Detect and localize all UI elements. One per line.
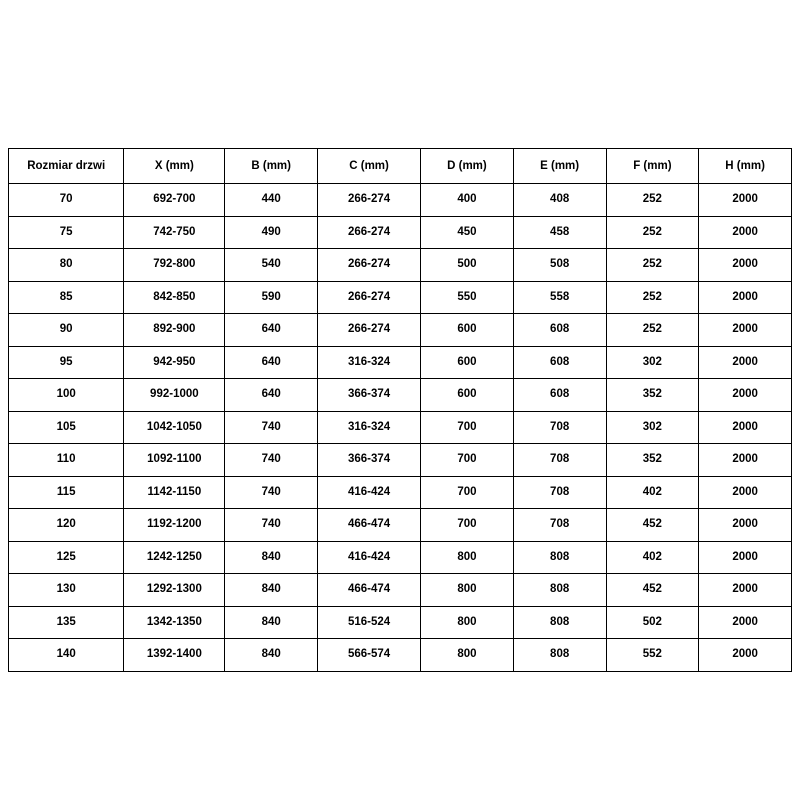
cell-e: 708: [513, 411, 606, 444]
cell-d: 800: [421, 574, 514, 607]
column-header-rozmiar-drzwi: Rozmiar drzwi: [9, 149, 124, 184]
cell-b: 440: [225, 184, 318, 217]
cell-b: 640: [225, 379, 318, 412]
table-row: [9, 379, 792, 412]
cell-b: 740: [225, 411, 318, 444]
cell-rozmiar: 130: [9, 574, 124, 607]
cell-c: 316-324: [318, 346, 421, 379]
cell-d: 800: [421, 541, 514, 574]
cell-e: 808: [513, 541, 606, 574]
cell-d: 800: [421, 606, 514, 639]
cell-rozmiar: 75: [9, 216, 124, 249]
cell-e: 608: [513, 379, 606, 412]
cell-f: 302: [606, 411, 699, 444]
column-header-c: C (mm): [318, 149, 421, 184]
table-row: [9, 639, 792, 672]
cell-x: 1092-1100: [124, 444, 225, 477]
table-row: [9, 249, 792, 282]
cell-h: 2000: [699, 541, 792, 574]
cell-f: 252: [606, 314, 699, 347]
cell-c: 316-324: [318, 411, 421, 444]
cell-rozmiar: 105: [9, 411, 124, 444]
cell-e: 458: [513, 216, 606, 249]
table-header: [9, 149, 792, 184]
cell-x: 742-750: [124, 216, 225, 249]
column-header-h: H (mm): [699, 149, 792, 184]
cell-d: 800: [421, 639, 514, 672]
cell-f: 252: [606, 281, 699, 314]
table-row: [9, 476, 792, 509]
cell-c: 466-474: [318, 574, 421, 607]
cell-c: 266-274: [318, 281, 421, 314]
spec-table-container: [8, 148, 792, 672]
column-header-x: X (mm): [124, 149, 225, 184]
cell-d: 600: [421, 314, 514, 347]
table-header-row: [9, 149, 792, 184]
cell-x: 1142-1150: [124, 476, 225, 509]
cell-x: 892-900: [124, 314, 225, 347]
cell-e: 408: [513, 184, 606, 217]
cell-x: 992-1000: [124, 379, 225, 412]
cell-b: 740: [225, 444, 318, 477]
cell-d: 700: [421, 411, 514, 444]
cell-x: 1392-1400: [124, 639, 225, 672]
cell-c: 366-374: [318, 444, 421, 477]
cell-f: 352: [606, 379, 699, 412]
cell-x: 1042-1050: [124, 411, 225, 444]
cell-x: 1342-1350: [124, 606, 225, 639]
cell-x: 1242-1250: [124, 541, 225, 574]
cell-h: 2000: [699, 476, 792, 509]
cell-c: 466-474: [318, 509, 421, 542]
cell-x: 692-700: [124, 184, 225, 217]
cell-c: 516-524: [318, 606, 421, 639]
cell-e: 608: [513, 314, 606, 347]
cell-h: 2000: [699, 184, 792, 217]
cell-b: 840: [225, 639, 318, 672]
cell-d: 400: [421, 184, 514, 217]
cell-rozmiar: 140: [9, 639, 124, 672]
table-row: [9, 184, 792, 217]
cell-e: 708: [513, 509, 606, 542]
cell-h: 2000: [699, 379, 792, 412]
cell-c: 266-274: [318, 216, 421, 249]
cell-h: 2000: [699, 639, 792, 672]
cell-rozmiar: 120: [9, 509, 124, 542]
cell-b: 640: [225, 346, 318, 379]
cell-d: 500: [421, 249, 514, 282]
cell-rozmiar: 125: [9, 541, 124, 574]
cell-rozmiar: 90: [9, 314, 124, 347]
cell-e: 808: [513, 639, 606, 672]
cell-b: 740: [225, 509, 318, 542]
cell-b: 840: [225, 574, 318, 607]
cell-f: 252: [606, 184, 699, 217]
cell-c: 266-274: [318, 184, 421, 217]
cell-d: 450: [421, 216, 514, 249]
cell-h: 2000: [699, 444, 792, 477]
cell-f: 552: [606, 639, 699, 672]
cell-rozmiar: 85: [9, 281, 124, 314]
cell-e: 708: [513, 476, 606, 509]
cell-c: 266-274: [318, 249, 421, 282]
cell-rozmiar: 110: [9, 444, 124, 477]
cell-h: 2000: [699, 281, 792, 314]
cell-x: 792-800: [124, 249, 225, 282]
table-row: [9, 541, 792, 574]
column-header-b: B (mm): [225, 149, 318, 184]
cell-rozmiar: 115: [9, 476, 124, 509]
cell-h: 2000: [699, 249, 792, 282]
cell-x: 1192-1200: [124, 509, 225, 542]
cell-c: 566-574: [318, 639, 421, 672]
cell-f: 452: [606, 574, 699, 607]
column-header-e: E (mm): [513, 149, 606, 184]
cell-c: 366-374: [318, 379, 421, 412]
cell-h: 2000: [699, 411, 792, 444]
table-row: [9, 216, 792, 249]
cell-h: 2000: [699, 216, 792, 249]
column-header-f: F (mm): [606, 149, 699, 184]
cell-b: 740: [225, 476, 318, 509]
table-body: [9, 184, 792, 672]
cell-d: 600: [421, 346, 514, 379]
cell-rozmiar: 135: [9, 606, 124, 639]
cell-x: 942-950: [124, 346, 225, 379]
cell-e: 808: [513, 606, 606, 639]
cell-c: 416-424: [318, 541, 421, 574]
cell-f: 502: [606, 606, 699, 639]
cell-c: 266-274: [318, 314, 421, 347]
cell-b: 490: [225, 216, 318, 249]
table-row: [9, 346, 792, 379]
cell-d: 550: [421, 281, 514, 314]
cell-e: 558: [513, 281, 606, 314]
cell-f: 252: [606, 216, 699, 249]
table-row: [9, 606, 792, 639]
cell-x: 1292-1300: [124, 574, 225, 607]
cell-f: 302: [606, 346, 699, 379]
cell-f: 352: [606, 444, 699, 477]
cell-rozmiar: 70: [9, 184, 124, 217]
cell-d: 700: [421, 444, 514, 477]
cell-h: 2000: [699, 346, 792, 379]
cell-e: 708: [513, 444, 606, 477]
cell-b: 840: [225, 541, 318, 574]
cell-e: 608: [513, 346, 606, 379]
cell-c: 416-424: [318, 476, 421, 509]
cell-e: 808: [513, 574, 606, 607]
cell-f: 252: [606, 249, 699, 282]
cell-f: 402: [606, 476, 699, 509]
cell-f: 402: [606, 541, 699, 574]
cell-rozmiar: 95: [9, 346, 124, 379]
cell-h: 2000: [699, 574, 792, 607]
cell-rozmiar: 80: [9, 249, 124, 282]
cell-d: 700: [421, 509, 514, 542]
cell-b: 540: [225, 249, 318, 282]
cell-b: 590: [225, 281, 318, 314]
table-row: [9, 314, 792, 347]
cell-b: 840: [225, 606, 318, 639]
cell-h: 2000: [699, 606, 792, 639]
table-row: [9, 281, 792, 314]
cell-x: 842-850: [124, 281, 225, 314]
table-row: [9, 444, 792, 477]
cell-h: 2000: [699, 314, 792, 347]
column-header-d: D (mm): [421, 149, 514, 184]
cell-e: 508: [513, 249, 606, 282]
cell-d: 600: [421, 379, 514, 412]
cell-h: 2000: [699, 509, 792, 542]
table-row: [9, 574, 792, 607]
cell-b: 640: [225, 314, 318, 347]
table-row: [9, 411, 792, 444]
table-row: [9, 509, 792, 542]
cell-d: 700: [421, 476, 514, 509]
door-size-spec-table: [8, 148, 792, 672]
cell-f: 452: [606, 509, 699, 542]
cell-rozmiar: 100: [9, 379, 124, 412]
